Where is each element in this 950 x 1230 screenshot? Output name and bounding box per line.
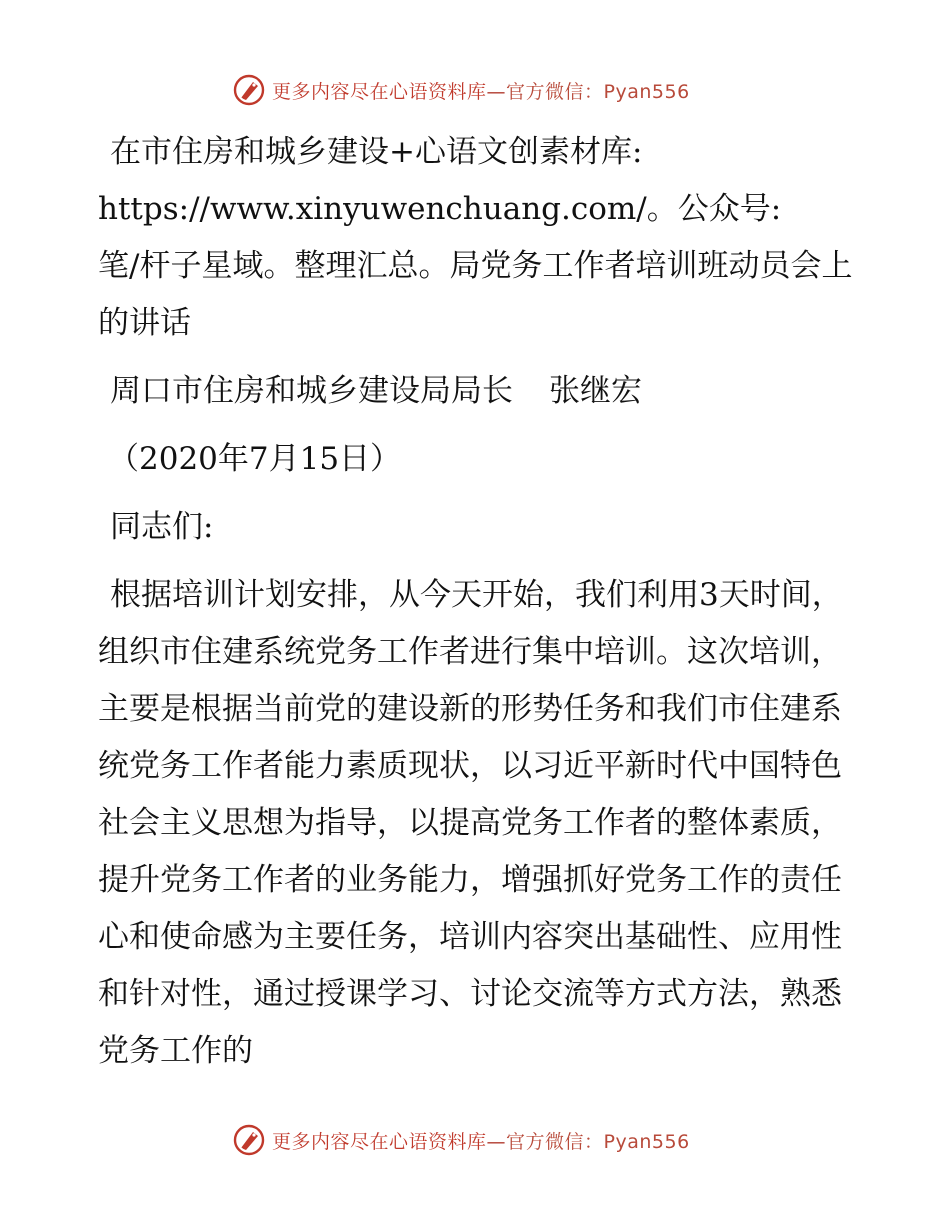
banner-text	[272, 1127, 690, 1154]
banner-wechat-label: 官方微信：	[506, 1130, 604, 1153]
heading-line-1: 在市住房和城乡建设+心语文创素材库:	[110, 134, 643, 170]
heading-line-2: https://www.xinyuwenchuang.com/。公众号:	[98, 191, 782, 227]
document-heading	[98, 124, 858, 352]
banner-main-text: 更多内容尽在心语资料库	[272, 80, 487, 103]
banner-wechat-id: Pyan556	[603, 1130, 690, 1153]
banner-dash: —	[486, 1130, 507, 1153]
body-text: 根据培训计划安排，从今天开始，我们利用3天时间，组织市住建系统党务工作者进行集中培训。这次培训，主要是根据当前党的建设新的形势任务和我们市住建系统党务工作者能力素质现状，以习近平新时代中国特色社会主义思想为指导，以提高党务工作者的整体素质，提升党务工作者的业务能力，增强抓好党务工作的责任心和使命感为主要任务，培训内容突出基础性、应用性和针对性，通过授课学习、讨论交流等方式方法，熟悉党务工作的	[98, 577, 843, 1069]
signature-line	[98, 363, 858, 420]
body-paragraph	[98, 567, 858, 1080]
document-body	[98, 124, 858, 1080]
speech-date: （2020年7月15日）	[108, 441, 402, 477]
salutation: 同志们:	[110, 509, 214, 545]
signature-name: 张继宏	[549, 373, 642, 409]
banner-wechat-id: Pyan556	[603, 80, 690, 103]
banner-wechat-label: 官方微信：	[506, 80, 604, 103]
pen-nib-logo-icon	[232, 73, 266, 107]
banner-text	[272, 77, 690, 104]
banner-main-text: 更多内容尽在心语资料库	[272, 1130, 487, 1153]
header-banner	[232, 70, 752, 110]
pen-nib-logo-icon	[232, 1123, 266, 1157]
footer-banner	[232, 1120, 752, 1160]
signature-org: 周口市住房和城乡建设局局长	[110, 373, 513, 409]
heading-line-3: 笔/杆子星域。整理汇总。局党务工作者培训班动员会上的讲话	[98, 248, 853, 341]
banner-dash: —	[486, 80, 507, 103]
